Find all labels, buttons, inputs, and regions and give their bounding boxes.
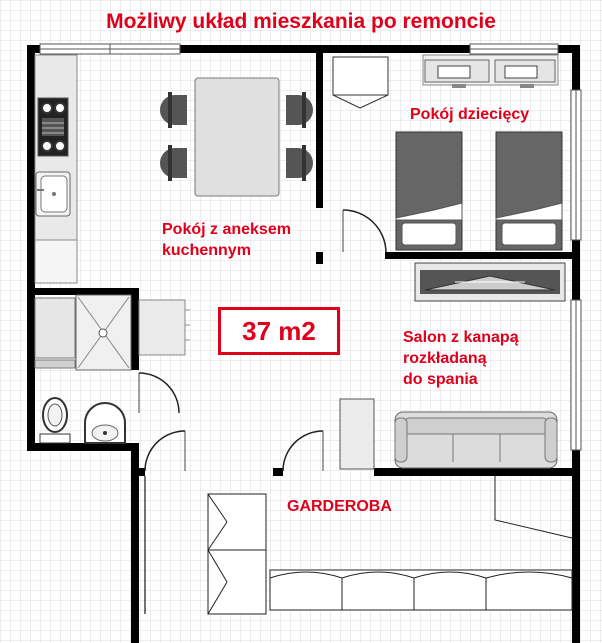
salon-label-line1: Salon z kanapą [403, 329, 519, 346]
area-badge: 37 m2 [218, 307, 340, 355]
stove-icon [38, 98, 68, 156]
tv-stand [415, 263, 565, 301]
plan-title: Możliwy układ mieszkania po remoncie [106, 10, 496, 33]
kitchen-room-label-line2: kuchennym [162, 242, 251, 259]
cabinet [139, 300, 190, 355]
toilet-icon [40, 398, 70, 443]
bed-icon [396, 132, 462, 250]
kitchen-counter [35, 55, 77, 283]
shelf [340, 399, 374, 469]
kitchen-room-label-line1: Pokój z aneksem [162, 221, 291, 238]
fridge [35, 240, 77, 283]
shower-icon [76, 295, 131, 370]
shoe-cabinet [208, 494, 266, 614]
bed-icon [496, 132, 562, 250]
salon-label-line3: do spania [403, 371, 478, 388]
washbasin-icon [85, 403, 125, 443]
sofa-icon [395, 412, 557, 468]
kids-room-label: Pokój dziecięcy [410, 106, 530, 123]
washing-machine [35, 298, 75, 358]
salon-label-line2: rozkładaną [403, 350, 487, 367]
wardrobe-room-label: GARDEROBA [287, 498, 392, 515]
kitchen-sink-icon [36, 172, 70, 216]
